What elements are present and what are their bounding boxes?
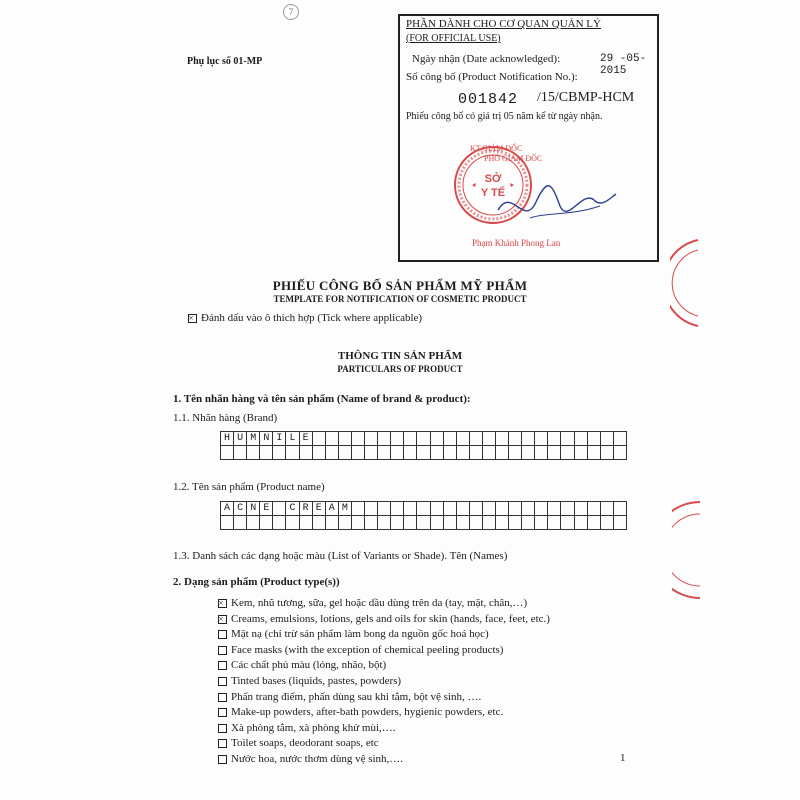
char-cell[interactable] <box>391 516 404 530</box>
char-cell[interactable] <box>587 446 600 460</box>
char-cell[interactable] <box>456 516 469 530</box>
char-cell[interactable] <box>613 516 626 530</box>
char-cell[interactable] <box>365 432 378 446</box>
char-cell[interactable] <box>312 432 325 446</box>
char-cell[interactable] <box>561 432 574 446</box>
brand-grid[interactable] <box>220 431 627 460</box>
signature-icon <box>490 176 620 236</box>
char-cell[interactable] <box>312 516 325 530</box>
char-cell[interactable] <box>456 446 469 460</box>
checkbox-icon[interactable] <box>218 755 227 764</box>
product-name-grid[interactable] <box>220 501 627 530</box>
char-cell[interactable] <box>351 502 364 516</box>
checkbox-icon[interactable] <box>218 599 227 608</box>
char-cell[interactable] <box>273 502 286 516</box>
product-type-item <box>218 705 550 721</box>
char-cell[interactable] <box>365 516 378 530</box>
char-cell[interactable] <box>378 516 391 530</box>
product-type-item <box>218 627 550 643</box>
product-type-label: Tinted bases (liquids, pastes, powders) <box>231 674 402 687</box>
char-cell[interactable] <box>469 432 482 446</box>
char-cell[interactable] <box>234 446 247 460</box>
char-cell[interactable]: R <box>299 502 312 516</box>
char-cell[interactable] <box>509 446 522 460</box>
char-cell[interactable] <box>561 516 574 530</box>
char-cell[interactable] <box>495 516 508 530</box>
char-cell[interactable] <box>404 502 417 516</box>
char-cell[interactable] <box>456 502 469 516</box>
char-cell[interactable] <box>548 502 561 516</box>
product-type-label: Kem, nhũ tương, sữa, gel hoặc dầu dùng trên da (tay, mặt, chân,…) <box>231 597 528 609</box>
partial-stamp-icon-lower <box>672 500 700 600</box>
particulars-subheading: PARTICULARS OF PRODUCT <box>337 364 463 374</box>
char-cell[interactable] <box>587 432 600 446</box>
char-cell[interactable] <box>378 446 391 460</box>
char-cell[interactable] <box>509 516 522 530</box>
char-cell[interactable] <box>365 502 378 516</box>
char-cell[interactable] <box>600 432 613 446</box>
char-cell[interactable] <box>456 432 469 446</box>
product-type-label: Face masks (with the exception of chemical peeling products) <box>231 643 504 656</box>
char-cell[interactable] <box>325 516 338 530</box>
char-cell[interactable] <box>417 446 430 460</box>
product-type-item <box>218 736 550 752</box>
char-cell[interactable] <box>535 432 548 446</box>
char-cell[interactable] <box>482 446 495 460</box>
char-cell[interactable] <box>548 432 561 446</box>
checkbox-icon[interactable] <box>218 677 227 686</box>
char-cell[interactable] <box>535 502 548 516</box>
char-cell[interactable] <box>391 446 404 460</box>
page-corner-mark: 7 <box>283 4 299 20</box>
char-cell[interactable]: A <box>221 502 234 516</box>
char-cell[interactable] <box>574 446 587 460</box>
char-cell[interactable] <box>404 446 417 460</box>
char-cell[interactable] <box>469 446 482 460</box>
char-cell[interactable] <box>404 516 417 530</box>
char-cell[interactable] <box>613 446 626 460</box>
stamp-line-2: PHÓ GIÁM ĐỐC <box>484 154 543 163</box>
product-type-item <box>218 752 550 768</box>
char-cell[interactable] <box>522 502 535 516</box>
char-cell[interactable] <box>338 516 351 530</box>
char-cell[interactable] <box>600 446 613 460</box>
char-cell[interactable] <box>338 432 351 446</box>
char-cell[interactable] <box>404 432 417 446</box>
official-box-subtitle: (FOR OFFICIAL USE) <box>406 33 501 44</box>
document-subtitle: TEMPLATE FOR NOTIFICATION OF COSMETIC PRODUCT <box>273 294 527 304</box>
char-cell[interactable] <box>221 446 234 460</box>
annex-label: Phụ lục số 01-MP <box>187 56 263 67</box>
variants-label: 1.3. Danh sách các dạng hoặc màu (List of Variants or Shade). Tên (Names) <box>173 550 508 562</box>
product-type-label: Nước hoa, nước thơm dùng vệ sinh,…. <box>231 752 404 765</box>
char-cell[interactable] <box>325 446 338 460</box>
checkbox-icon[interactable] <box>218 646 227 655</box>
char-cell[interactable] <box>325 432 338 446</box>
validity-note: Phiếu công bố có giá trị 05 năm kể từ ngày nhận. <box>406 111 603 122</box>
char-cell[interactable] <box>600 502 613 516</box>
char-cell[interactable] <box>299 516 312 530</box>
char-cell[interactable] <box>378 502 391 516</box>
char-cell[interactable] <box>378 432 391 446</box>
product-type-label: Creams, emulsions, lotions, gels and oils for skin (hands, face, feet, etc.) <box>231 612 550 625</box>
char-cell[interactable]: M <box>247 432 260 446</box>
tick-instruction-text: Đánh dấu vào ô thích hợp (Tick where applicable) <box>201 312 423 324</box>
product-type-list <box>218 596 550 768</box>
char-cell[interactable] <box>469 516 482 530</box>
product-type-label: Phấn trang điểm, phấn dùng sau khi tắm, bột vệ sinh, …. <box>231 690 482 703</box>
notification-number-value: 001842 <box>458 91 519 108</box>
char-cell[interactable]: N <box>260 432 273 446</box>
char-cell[interactable] <box>443 432 456 446</box>
char-cell[interactable] <box>430 432 443 446</box>
char-cell[interactable] <box>587 516 600 530</box>
checkbox-icon[interactable] <box>218 630 227 639</box>
checkbox-icon <box>188 314 197 323</box>
page-number: 1 <box>620 752 626 764</box>
char-cell[interactable] <box>417 516 430 530</box>
checkbox-icon[interactable] <box>218 693 227 702</box>
char-cell[interactable] <box>495 432 508 446</box>
product-type-label: Make-up powders, after-bath powders, hygienic powders, etc. <box>231 706 504 719</box>
product-type-item <box>218 721 550 737</box>
char-cell[interactable] <box>351 446 364 460</box>
checkbox-icon[interactable] <box>218 708 227 717</box>
checkbox-icon[interactable] <box>218 615 227 624</box>
char-cell[interactable] <box>338 446 351 460</box>
svg-text:Y TẾ: Y TẾ <box>480 187 506 199</box>
particulars-heading: THÔNG TIN SẢN PHẨM <box>337 350 463 362</box>
product-type-label: Toilet soaps, deodorant soaps, etc <box>231 737 379 750</box>
char-cell[interactable] <box>600 516 613 530</box>
official-use-box <box>398 14 659 262</box>
notification-number-label: Số công bố (Product Notification No.): <box>406 71 578 83</box>
char-cell[interactable] <box>430 446 443 460</box>
char-cell[interactable] <box>509 502 522 516</box>
char-cell[interactable] <box>482 502 495 516</box>
char-cell[interactable]: U <box>234 432 247 446</box>
char-cell[interactable] <box>365 446 378 460</box>
char-cell[interactable] <box>443 446 456 460</box>
checkbox-icon[interactable] <box>218 739 227 748</box>
char-cell[interactable] <box>417 502 430 516</box>
char-cell[interactable] <box>260 446 273 460</box>
char-cell[interactable] <box>509 432 522 446</box>
char-cell[interactable] <box>286 446 299 460</box>
char-cell[interactable] <box>221 516 234 530</box>
char-cell[interactable] <box>522 516 535 530</box>
char-cell[interactable]: C <box>286 502 299 516</box>
char-cell[interactable] <box>234 516 247 530</box>
char-cell[interactable]: M <box>338 502 351 516</box>
char-cell[interactable] <box>247 516 260 530</box>
date-acknowledged-value: 29 -05- 2015 <box>600 53 647 77</box>
product-type-item <box>218 674 550 690</box>
product-type-item <box>218 658 550 674</box>
signatory-name: Phạm Khánh Phong Lan <box>472 238 561 248</box>
char-cell[interactable] <box>613 432 626 446</box>
char-cell[interactable] <box>273 446 286 460</box>
brand-label: 1.1. Nhãn hàng (Brand) <box>173 412 278 424</box>
char-cell[interactable] <box>443 516 456 530</box>
char-cell[interactable] <box>574 432 587 446</box>
section-1-heading: 1. Tên nhãn hàng và tên sản phẩm (Name of brand & product): <box>173 393 471 405</box>
date-acknowledged-label: Ngày nhận (Date acknowledged): <box>412 53 561 65</box>
notification-number-suffix: /15/CBMP-HCM <box>537 90 635 105</box>
char-cell[interactable] <box>548 516 561 530</box>
char-cell[interactable]: I <box>273 432 286 446</box>
document-title: PHIẾU CÔNG BỐ SẢN PHẨM MỸ PHẨM <box>272 278 528 293</box>
checkbox-icon[interactable] <box>218 724 227 733</box>
char-cell[interactable] <box>574 516 587 530</box>
char-cell[interactable]: A <box>325 502 338 516</box>
char-cell[interactable] <box>574 502 587 516</box>
char-cell[interactable]: E <box>299 432 312 446</box>
svg-text:SỞ: SỞ <box>484 173 502 185</box>
char-cell[interactable]: E <box>312 502 325 516</box>
char-cell[interactable]: L <box>286 432 299 446</box>
char-cell[interactable]: N <box>247 502 260 516</box>
char-cell[interactable] <box>548 446 561 460</box>
product-name-label: 1.2. Tên sản phẩm (Product name) <box>173 481 325 493</box>
char-cell[interactable]: E <box>260 502 273 516</box>
char-cell[interactable] <box>561 446 574 460</box>
product-type-item <box>218 690 550 706</box>
char-cell[interactable] <box>613 502 626 516</box>
official-box-title: PHẦN DÀNH CHO CƠ QUAN QUẢN LÝ <box>406 18 601 30</box>
char-cell[interactable] <box>351 516 364 530</box>
char-cell[interactable] <box>286 516 299 530</box>
char-cell[interactable] <box>522 446 535 460</box>
char-cell[interactable] <box>260 516 273 530</box>
char-cell[interactable] <box>522 432 535 446</box>
tick-instruction <box>188 312 422 324</box>
section-2-heading: 2. Dạng sản phẩm (Product type(s)) <box>173 576 340 588</box>
char-cell[interactable]: H <box>221 432 234 446</box>
char-cell[interactable] <box>482 516 495 530</box>
char-cell[interactable] <box>391 432 404 446</box>
char-cell[interactable] <box>299 446 312 460</box>
product-type-label: Các chất phủ màu (lỏng, nhão, bột) <box>231 659 387 672</box>
char-cell[interactable] <box>351 432 364 446</box>
stamp-line-1: KT.GIÁM ĐỐC <box>470 144 523 153</box>
char-cell[interactable] <box>273 516 286 530</box>
checkbox-icon[interactable] <box>218 661 227 670</box>
char-cell[interactable] <box>247 446 260 460</box>
char-cell[interactable] <box>391 502 404 516</box>
char-cell[interactable] <box>535 446 548 460</box>
char-cell[interactable] <box>417 432 430 446</box>
char-cell[interactable]: C <box>234 502 247 516</box>
char-cell[interactable] <box>430 502 443 516</box>
char-cell[interactable] <box>430 516 443 530</box>
product-type-label: Mặt nạ (chỉ trừ sản phẩm làm bong da nguồn gốc hoá học) <box>231 628 489 641</box>
product-type-item <box>218 643 550 659</box>
char-cell[interactable] <box>561 502 574 516</box>
product-type-label: Xà phòng tắm, xà phòng khử mùi,…. <box>231 721 396 734</box>
char-cell[interactable] <box>443 502 456 516</box>
char-cell[interactable] <box>482 432 495 446</box>
char-cell[interactable] <box>535 516 548 530</box>
char-cell[interactable] <box>495 502 508 516</box>
char-cell[interactable] <box>587 502 600 516</box>
char-cell[interactable] <box>312 446 325 460</box>
product-type-item <box>218 596 550 612</box>
char-cell[interactable] <box>495 446 508 460</box>
product-type-item <box>218 612 550 628</box>
char-cell[interactable] <box>469 502 482 516</box>
